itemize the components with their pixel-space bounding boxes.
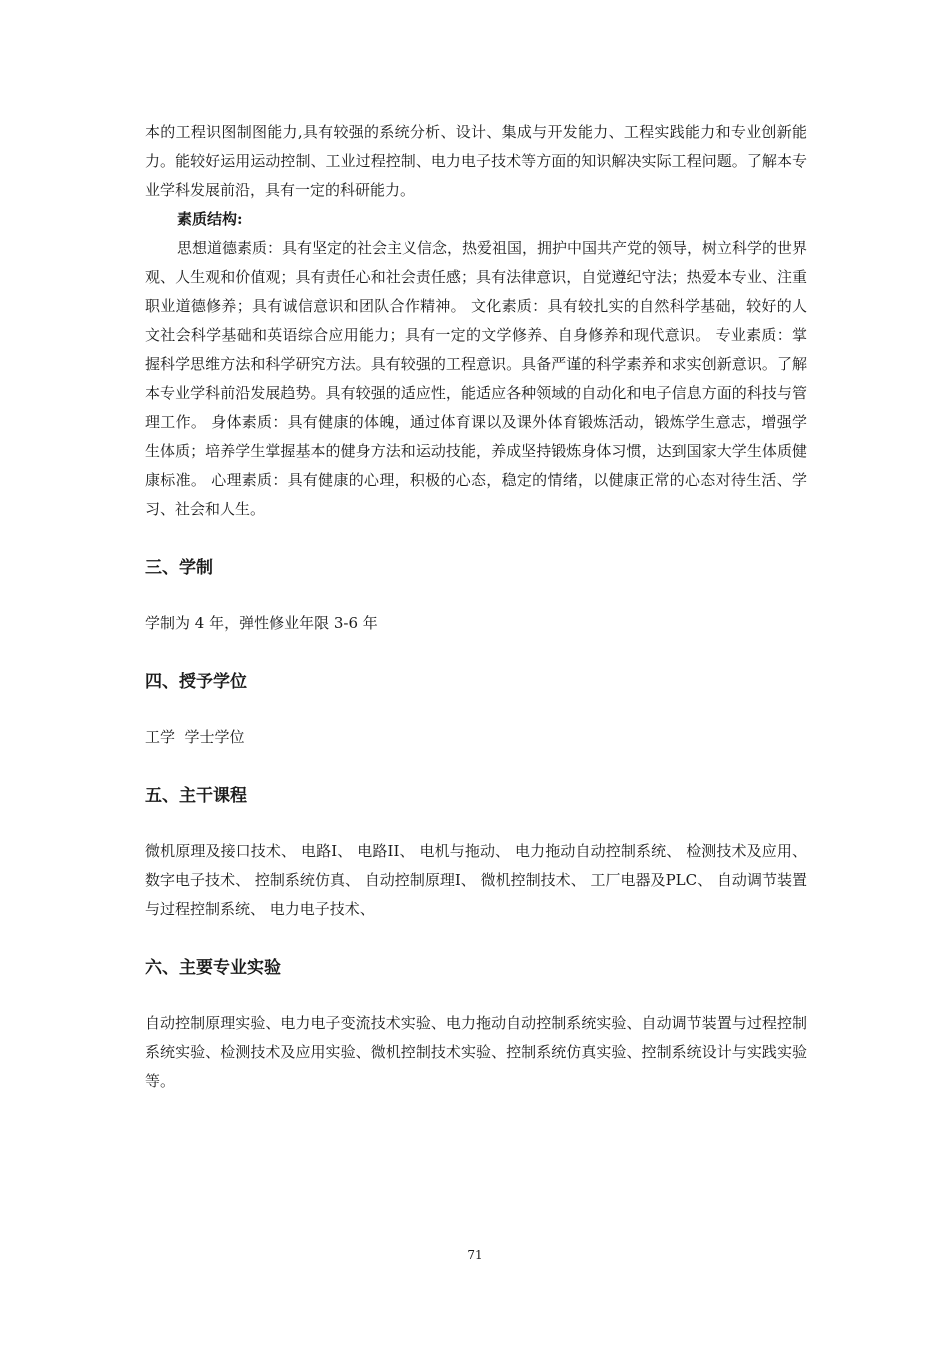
degree-paragraph: 工学 学士学位 <box>145 728 245 746</box>
section-heading-duration: 三、学制 <box>145 558 213 578</box>
duration-paragraph: 学制为 4 年，弹性修业年限 3-6 年 <box>145 614 378 632</box>
quality-structure-paragraph: 思想道德素质：具有坚定的社会主义信念，热爱祖国，拥护中国共产党的领导，树立科学的世界观、人生观和价值观；具有责任心和社会责任感；具有法律意识，自觉遵纪守法；热爱本专业、注重职业道德修养；具有诚信意识和团队合作精神。 文化素质：具有较扎实的自然科学基础，较好的人文社会科学基础和英语综合应用能力；具有一定的文学修养、自身修养和现代意识。 专业素质：掌握科学思维方法和科学研究方法。具有较强的工程意识。具备严谨的科学素养和求实创新意识。了解本专业学科前沿发展趋势。具有较强的适应性，能适应各种领域的自动化和电子信息方面的科技与管理工作。 身体素质：具有健康的体魄，通过体育课以及课外体育锻炼活动，锻炼学生意志，增强学生体质；培养学生掌握基本的健身方法和运动技能，养成坚持锻炼身体习惯，达到国家大学生体质健康标准。 心理素质：具有健康的心理，积极的心态，稳定的情绪，以健康正常的心态对待生活、学习、社会和人生。 <box>145 239 808 518</box>
section-heading-experiments: 六、主要专业实验 <box>145 958 281 978</box>
quality-structure-label: 素质结构: <box>177 210 243 228</box>
page-number: 71 <box>467 1248 483 1262</box>
section-heading-degree: 四、授予学位 <box>145 672 247 692</box>
experiments-paragraph: 自动控制原理实验、电力电子变流技术实验、电力拖动自动控制系统实验、自动调节装置与过程控制系统实验、检测技术及应用实验、微机控制技术实验、控制系统仿真实验、控制系统设计与实践实验等。 <box>145 1014 807 1090</box>
intro-continuation-paragraph: 本的工程识图制图能力,具有较强的系统分析、设计、集成与开发能力、工程实践能力和专业创新能力。能较好运用运动控制、工业过程控制、电力电子技术等方面的知识解决实际工程问题。了解本专业学科发展前沿，具有一定的科研能力。 <box>145 123 807 199</box>
core-courses-paragraph: 微机原理及接口技术、 电路I、 电路II、 电机与拖动、 电力拖动自动控制系统、 检测技术及应用、 数字电子技术、 控制系统仿真、 自动控制原理Ⅰ、 微机控制技术、 工厂电器及PLC、 自动调节装置与过程控制系统、 电力电子技术、 <box>145 842 807 918</box>
document-page <box>145 118 807 1096</box>
section-heading-core-courses: 五、主干课程 <box>145 786 247 806</box>
